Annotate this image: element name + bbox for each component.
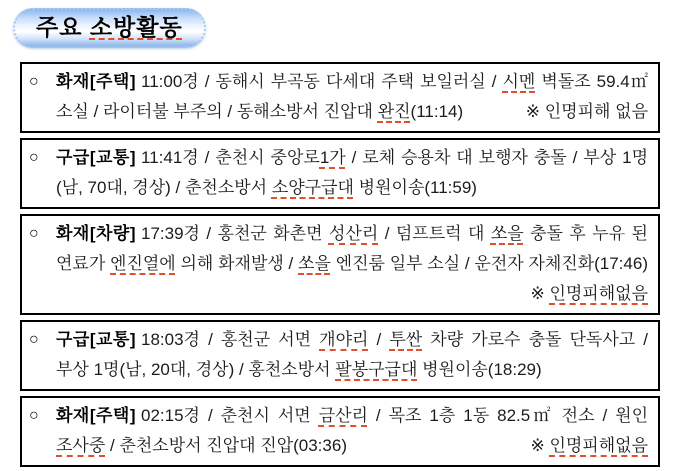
activity-text-spellchecked: 소양구급대 (271, 178, 354, 197)
activity-text: 의해 화재발생 / (175, 254, 299, 273)
casualty-note-text: 인명피해 없음 (544, 102, 648, 121)
activity-text: 소실 / 라이터불 부주의 / 동해소방서 진압대 (56, 102, 378, 121)
casualty-note (522, 431, 648, 461)
activity-text-spellchecked: 조사중 (56, 436, 106, 455)
activity-row-inner (29, 401, 648, 461)
activity-text: / 목조 1층 1동 82.5㎡ 전소 / 원인 (367, 406, 648, 425)
activity-content (56, 219, 648, 309)
activity-text: 충돌 후 누유 된 (523, 224, 648, 243)
title-text: 주요 (36, 14, 90, 40)
activity-text-spellchecked: 엔진열에 (110, 254, 176, 273)
activity-content (56, 143, 648, 203)
activity-text: 차량 가로수 충돌 단독사고 / (422, 330, 648, 349)
activity-row (20, 62, 660, 133)
activity-text: / 춘천소방서 진압대 진압(03:36) (105, 436, 347, 455)
activity-text: / 덤프트럭 대 (378, 224, 491, 243)
casualty-note (518, 97, 648, 127)
activity-text: 벽돌조 59.4㎡ (535, 72, 648, 91)
activity-text-spellchecked: 개야리 (319, 330, 369, 349)
activity-text: 부상 1명(남, 20대, 경상) / 홍천소방서 (56, 360, 336, 379)
activity-text-spellchecked: 완진 (377, 102, 411, 121)
activity-row-inner (29, 325, 648, 385)
activity-text: 18:03경 / 홍천군 서면 (141, 330, 320, 349)
bullet-circle-icon: ○ (29, 73, 39, 90)
bullet-circle-icon: ○ (29, 225, 39, 242)
activity-text-spellchecked: 쏘을 (298, 254, 331, 273)
activity-text-spellchecked: 성산리 (328, 224, 379, 243)
activity-line (56, 401, 648, 431)
activity-text: / 로체 승용차 대 보행자 충돌 / 부상 1명 (345, 148, 648, 167)
activity-line (56, 279, 648, 309)
activity-text: 병원이송(11:59) (353, 178, 477, 197)
incident-category: 구급[교통] (56, 148, 137, 167)
activity-text: (남, 70대, 경상) / 춘천소방서 (56, 178, 272, 197)
activity-line (56, 143, 648, 173)
activity-text: (11:14) (410, 102, 464, 121)
bullet-circle-icon: ○ (29, 407, 39, 424)
activity-row-inner (29, 219, 648, 309)
activity-text: / (368, 330, 390, 349)
activity-text: 11:41경 / 춘천시 중앙로 (141, 148, 320, 167)
casualty-note-text: ※ (530, 436, 550, 455)
incident-category: 화재[차량] (56, 224, 137, 243)
activity-text-spellchecked: 쏘을 (490, 224, 524, 243)
activity-line (56, 355, 648, 385)
bullet-circle-icon: ○ (29, 149, 39, 166)
activity-text: 17:39경 / 홍천군 화촌면 (141, 224, 329, 243)
casualty-note-text-spellchecked: 인명피해없음 (549, 284, 648, 303)
activity-text-spellchecked: 투싼 (389, 330, 423, 349)
title-text-spellchecked: 소방활동 (89, 14, 183, 40)
activity-text: 연료가 (56, 254, 111, 273)
activity-content (56, 67, 648, 127)
activity-text-spellchecked: 팔봉구급대 (335, 360, 418, 379)
incident-category: 화재[주택] (56, 72, 137, 91)
activity-table (20, 62, 660, 467)
section-title-badge (13, 8, 206, 48)
activity-text-spellchecked: 시멘 (502, 72, 536, 91)
activity-row (20, 396, 660, 467)
activity-text: 11:00경 / 동해시 부곡동 다세대 주택 보일러실 / (141, 72, 503, 91)
incident-category: 화재[주택] (56, 406, 137, 425)
bullet-circle-icon: ○ (29, 331, 39, 348)
activity-row (20, 138, 660, 209)
activity-text: 병원이송(18:29) (417, 360, 542, 379)
activity-line (56, 219, 648, 249)
casualty-note-text: ※ (525, 102, 545, 121)
activity-line (56, 325, 648, 355)
activity-line (56, 249, 648, 279)
activity-row-inner (29, 143, 648, 203)
activity-row-inner (29, 67, 648, 127)
activity-line (56, 173, 648, 203)
activity-text-spellchecked: 금산리 (318, 406, 368, 425)
activity-content (56, 401, 648, 461)
activity-content (56, 325, 648, 385)
activity-text: 02:15경 / 춘천시 서면 (141, 406, 319, 425)
activity-line (56, 67, 648, 97)
page-title (36, 14, 183, 40)
casualty-note-text-spellchecked: 인명피해없음 (549, 436, 648, 455)
activity-line (56, 431, 648, 461)
casualty-note-text: ※ (530, 284, 550, 303)
activity-row (20, 214, 660, 315)
activity-text: 엔진룸 일부 소실 / 운전자 자체진화(17:46) (330, 254, 648, 273)
incident-category: 구급[교통] (56, 330, 137, 349)
activity-text-spellchecked: 1가 (319, 148, 346, 167)
activity-row (20, 320, 660, 391)
activity-line (56, 97, 648, 127)
